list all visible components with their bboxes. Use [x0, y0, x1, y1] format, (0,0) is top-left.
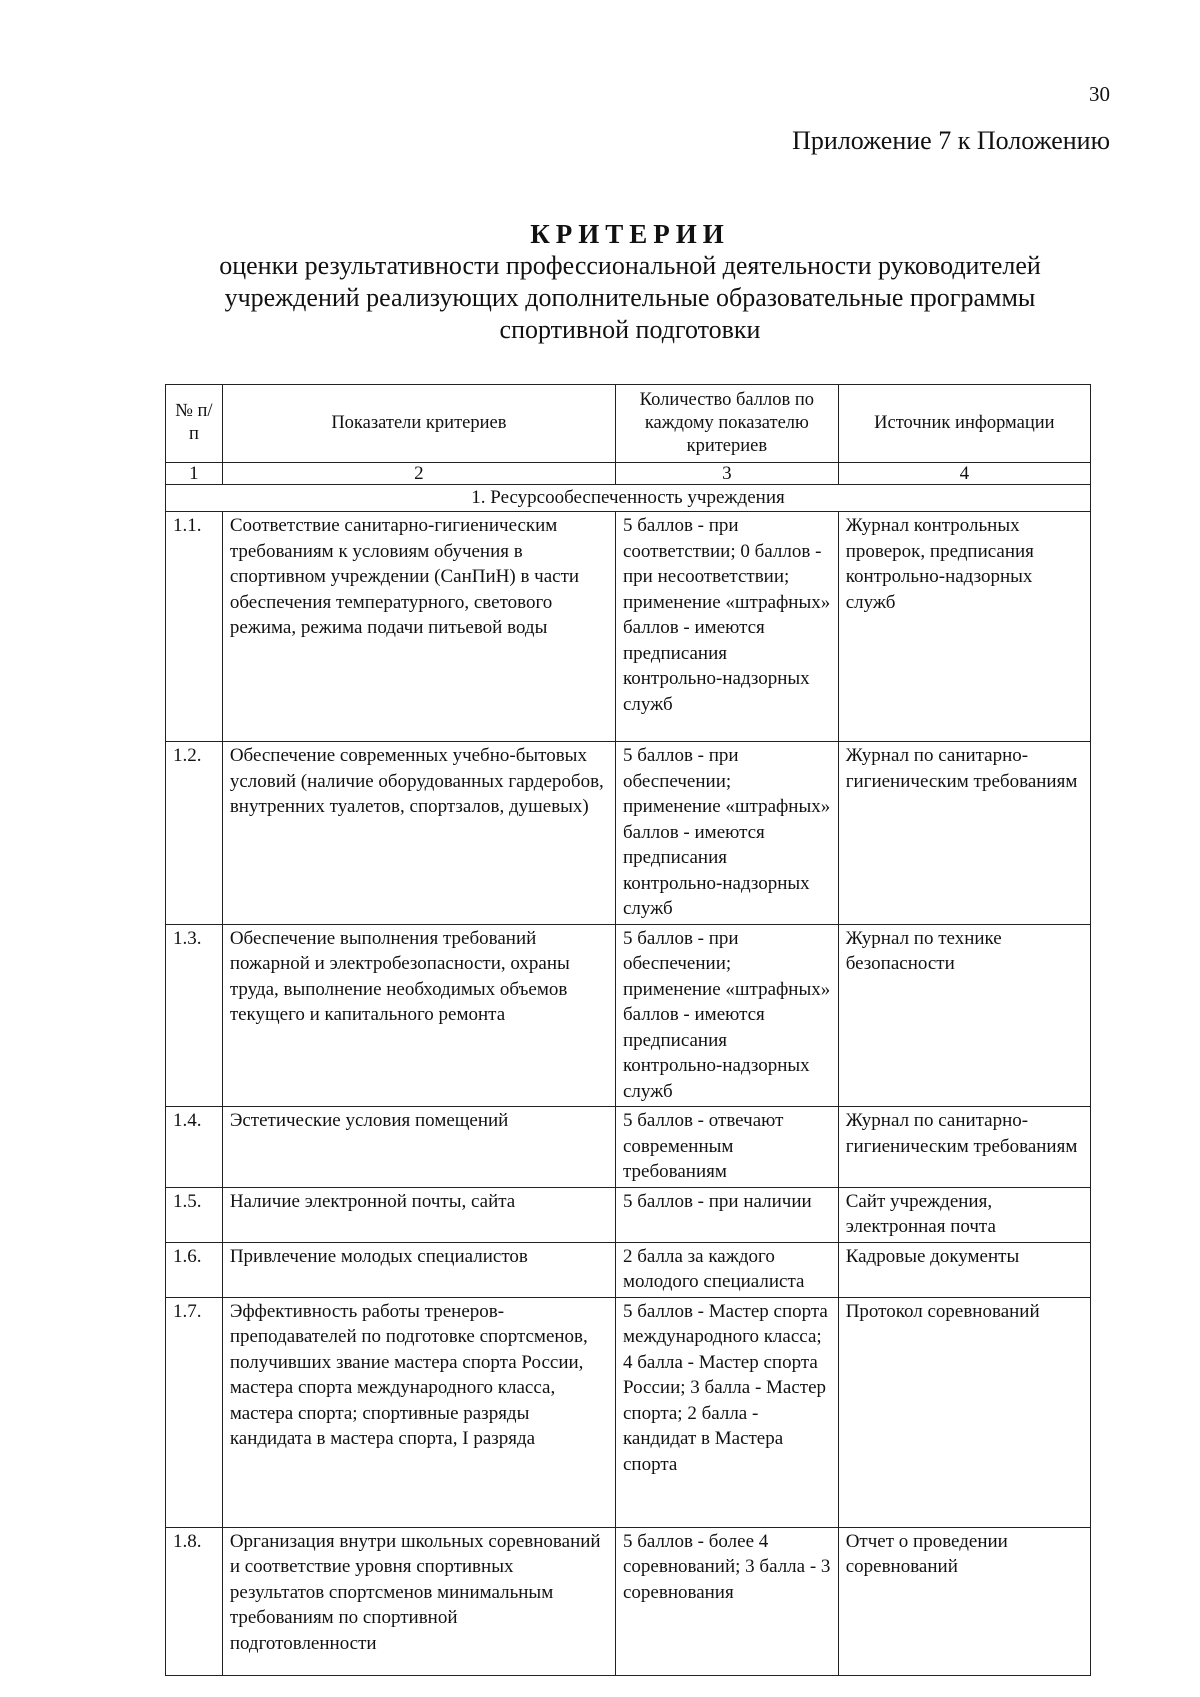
section-row — [166, 485, 1091, 512]
appendix-label: Приложение 7 к Положению — [792, 126, 1110, 155]
row-indicator: Обеспечение выполнения требований пожарной и электробезопасности, охраны труда, выполнение необходимых объемов текущего и капитального ремонта — [222, 924, 615, 1107]
row-indicator: Привлечение молодых специалистов — [222, 1242, 615, 1297]
row-number: 1.5. — [166, 1187, 223, 1242]
row-source: Отчет о проведении соревнований — [838, 1527, 1090, 1675]
row-source: Журнал по санитарно-гигиеническим требованиям — [838, 742, 1090, 925]
row-indicator: Соответствие санитарно-гигиеническим требованиям к условиям обучения в спортивном учреждении (СанПиН) в части обеспечения температурного, светового режима, режима подачи питьевой воды — [222, 512, 615, 742]
table-row — [166, 742, 1091, 925]
page-number: 30 — [1089, 82, 1110, 106]
title-block — [160, 218, 1100, 346]
row-indicator: Организация внутри школьных соревнований и соответствие уровня спортивных результатов спортсменов минимальным требованиям по спортивной подготовленности — [222, 1527, 615, 1675]
subtitle-line: оценки результативности профессиональной деятельности руководителей — [219, 251, 1041, 280]
column-number-row — [166, 463, 1091, 485]
row-number: 1.8. — [166, 1527, 223, 1675]
row-points: 5 баллов - Мастер спорта международного класса; 4 балла - Мастер спорта России; 3 балла - Мастер спорта; 2 балла - кандидат в Мастера спорта — [615, 1297, 838, 1527]
row-indicator: Эффективность работы тренеров-преподавателей по подготовке спортсменов, получивших звание мастера спорта России, мастера спорта международного класса, мастера спорта; спортивные разряды кандидата в мастера спорта, I разряда — [222, 1297, 615, 1527]
row-number: 1.2. — [166, 742, 223, 925]
table-header-row — [166, 385, 1091, 463]
table-row — [166, 1242, 1091, 1297]
criteria-table — [165, 384, 1091, 1676]
row-number: 1.1. — [166, 512, 223, 742]
row-indicator: Эстетические условия помещений — [222, 1107, 615, 1188]
column-number: 1 — [166, 463, 223, 485]
row-indicator: Наличие электронной почты, сайта — [222, 1187, 615, 1242]
table-row — [166, 512, 1091, 742]
row-source: Кадровые документы — [838, 1242, 1090, 1297]
column-number: 2 — [222, 463, 615, 485]
row-source: Журнал по санитарно-гигиеническим требованиям — [838, 1107, 1090, 1188]
row-source: Журнал по технике безопасности — [838, 924, 1090, 1107]
row-number: 1.3. — [166, 924, 223, 1107]
table-row — [166, 1527, 1091, 1675]
row-source: Сайт учреждения, электронная почта — [838, 1187, 1090, 1242]
row-number: 1.4. — [166, 1107, 223, 1188]
table-row — [166, 924, 1091, 1107]
subtitle-line: учреждений реализующих дополнительные образовательные программы — [224, 283, 1036, 312]
header-indicator: Показатели критериев — [222, 385, 615, 463]
section-title: 1. Ресурсообеспеченность учреждения — [166, 485, 1091, 512]
row-indicator: Обеспечение современных учебно-бытовых условий (наличие оборудованных гардеробов, внутренних туалетов, спортзалов, душевых) — [222, 742, 615, 925]
document-title: КРИТЕРИИ — [530, 219, 730, 249]
column-number: 4 — [838, 463, 1090, 485]
subtitle-line: спортивной подготовки — [499, 315, 761, 344]
row-points: 5 баллов - отвечают современным требованиям — [615, 1107, 838, 1188]
header-points: Количество баллов по каждому показателю критериев — [615, 385, 838, 463]
row-points: 5 баллов - при соответствии; 0 баллов - при несоответствии; применение «штрафных» баллов - имеются предписания контрольно-надзорных служб — [615, 512, 838, 742]
table-row — [166, 1107, 1091, 1188]
row-points: 2 балла за каждого молодого специалиста — [615, 1242, 838, 1297]
row-points: 5 баллов - при обеспечении; применение «штрафных» баллов - имеются предписания контрольно-надзорных служб — [615, 924, 838, 1107]
row-points: 5 баллов - при обеспечении; применение «штрафных» баллов - имеются предписания контрольно-надзорных служб — [615, 742, 838, 925]
row-source: Журнал контрольных проверок, предписания контрольно-надзорных служб — [838, 512, 1090, 742]
row-source: Протокол соревнований — [838, 1297, 1090, 1527]
row-points: 5 баллов - более 4 соревнований; 3 балла - 3 соревнования — [615, 1527, 838, 1675]
row-points: 5 баллов - при наличии — [615, 1187, 838, 1242]
table-row — [166, 1297, 1091, 1527]
column-number: 3 — [615, 463, 838, 485]
table-row — [166, 1187, 1091, 1242]
row-number: 1.7. — [166, 1297, 223, 1527]
row-number: 1.6. — [166, 1242, 223, 1297]
header-num: № п/п — [166, 385, 223, 463]
header-source: Источник информации — [838, 385, 1090, 463]
